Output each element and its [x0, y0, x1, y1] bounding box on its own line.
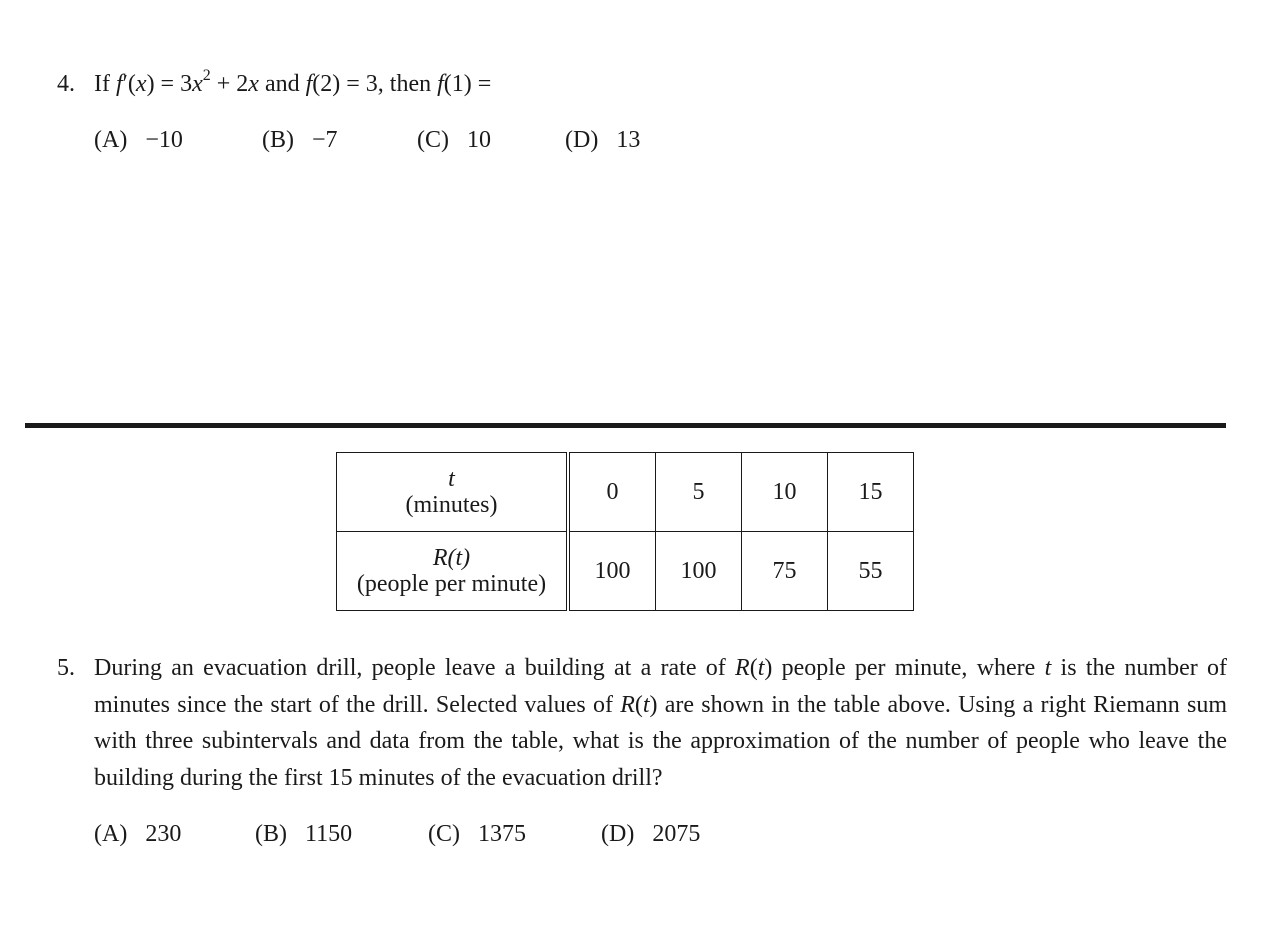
q4-choice-b[interactable] — [262, 125, 338, 155]
q4-choice-a[interactable] — [94, 125, 183, 155]
exponent: 2 — [202, 67, 211, 84]
choice-value: 2075 — [652, 821, 701, 847]
choice-letter: (A) — [94, 127, 128, 153]
q5-stem-text: During an evacuation drill, people leave a building at a rate of R(t) people per minute, where t is the number of minutes since the start of the drill. Selected values of R(t) are shown in the table above. Using a right Riemann sum with three subintervals and data from the table, what is the approximation of the number of people who leave the building during the first 15 minutes of the evacuation drill? — [94, 655, 1227, 791]
table-cell: 10 — [742, 453, 828, 532]
question-4-choices — [94, 125, 794, 157]
question-5-choices — [94, 819, 794, 851]
row-header-t: t (minutes) — [337, 453, 569, 532]
q5-choice-c[interactable] — [428, 819, 526, 849]
q5-choice-d[interactable] — [601, 819, 700, 849]
table-row — [337, 532, 914, 611]
table-cell: 55 — [828, 532, 914, 611]
q5-choice-a[interactable] — [94, 819, 181, 849]
choice-letter: (B) — [255, 821, 287, 847]
table-row — [337, 453, 914, 532]
choice-letter: (C) — [428, 821, 460, 847]
q4-choice-d[interactable] — [565, 125, 640, 155]
choice-value: 1150 — [305, 821, 353, 847]
question-5-number: 5. — [57, 655, 75, 681]
choice-value: 13 — [616, 127, 641, 153]
table-cell: 0 — [568, 453, 656, 532]
row-header-rt: R(t) (people per minute) — [337, 532, 569, 611]
page-divider — [25, 423, 1226, 428]
q4-stem-text: If $f'(x) = 3x^2 + 2x$ and f(2) = 3, then f(1) = — [94, 67, 492, 97]
choice-letter: (C) — [417, 127, 449, 153]
table-cell: 100 — [568, 532, 656, 611]
choice-letter: (B) — [262, 127, 294, 153]
rate-table — [336, 452, 914, 611]
choice-value: −7 — [312, 127, 338, 153]
table-cell: 100 — [656, 532, 742, 611]
choice-letter: (A) — [94, 821, 128, 847]
choice-value: 230 — [145, 821, 182, 847]
choice-letter: (D) — [601, 821, 635, 847]
choice-value: −10 — [145, 127, 183, 153]
question-4-number: 4. — [57, 71, 75, 97]
choice-value: 10 — [467, 127, 491, 153]
table-cell: 75 — [742, 532, 828, 611]
question-5-stem — [57, 650, 1227, 796]
table-cell: 5 — [656, 453, 742, 532]
choice-letter: (D) — [565, 127, 599, 153]
question-4-stem — [57, 60, 491, 102]
q4-choice-c[interactable] — [417, 125, 491, 155]
table-cell: 15 — [828, 453, 914, 532]
q5-choice-b[interactable] — [255, 819, 352, 849]
choice-value: 1375 — [478, 821, 526, 847]
